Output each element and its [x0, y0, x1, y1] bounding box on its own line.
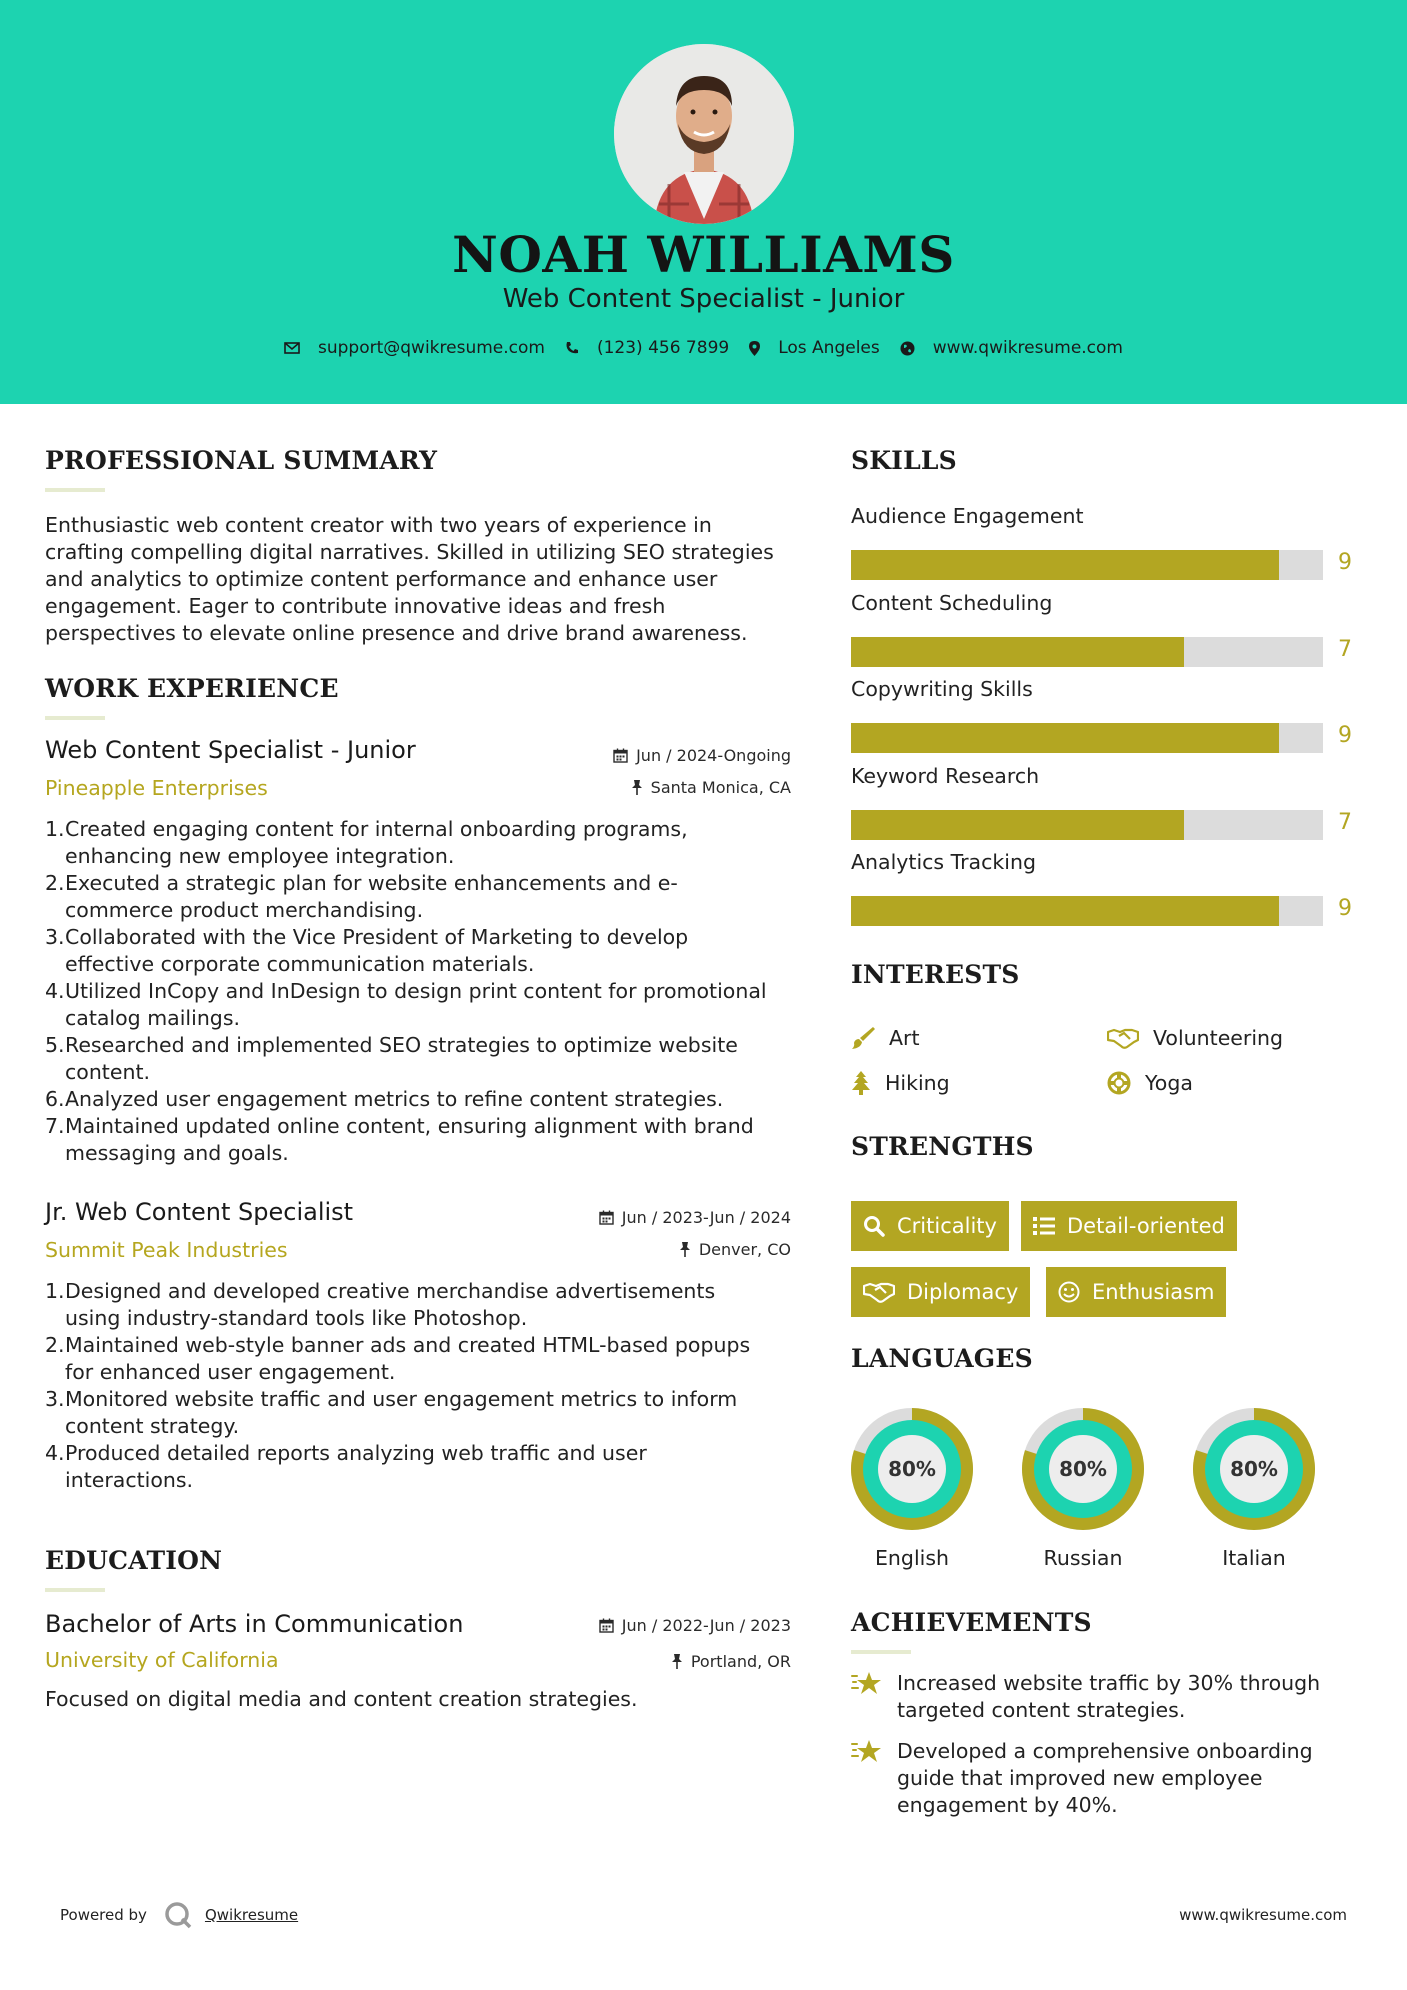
bullet-line: Utilized InCopy and InDesign to design print content for promotional: [65, 979, 767, 1003]
bullet-number: 3.: [45, 1387, 65, 1411]
globe-icon: [900, 341, 915, 356]
bullet-line: Maintained updated online content, ensuring alignment with brand: [65, 1114, 754, 1138]
strength-badge: [1046, 1267, 1226, 1317]
bullet-line: Produced detailed reports analyzing web traffic and user: [65, 1441, 647, 1465]
strength-badge: [1021, 1201, 1237, 1251]
progress-ring-icon: [851, 1408, 973, 1530]
job-dates-text: Jun / 2023-Jun / 2024: [621, 1208, 791, 1227]
strength-label: Criticality: [897, 1214, 997, 1238]
achievement-text: [897, 1670, 1320, 1724]
education-rule: [45, 1588, 105, 1592]
skill-value: 7: [1338, 809, 1352, 835]
calendar-icon: [599, 1618, 614, 1633]
bullet-line: Collaborated with the Vice President of Marketing to develop: [65, 925, 689, 949]
pushpin-icon: [671, 1654, 683, 1669]
achievement-line: targeted content strategies.: [897, 1698, 1186, 1722]
bullet-line: catalog mailings.: [65, 1006, 241, 1030]
bullet-line: Maintained web-style banner ads and created HTML-based popups: [65, 1333, 751, 1357]
pushpin-icon: [679, 1242, 691, 1257]
skill-bar-fill: [851, 896, 1279, 926]
skills-heading: SKILLS: [851, 446, 957, 475]
summary-line: Enthusiastic web content creator with two years of experience in: [45, 513, 712, 537]
bullet-line: Created engaging content for internal onboarding programs,: [65, 817, 688, 841]
map-pin-icon: [749, 341, 760, 356]
interest-label: Hiking: [885, 1071, 950, 1095]
strength-badge: [851, 1267, 1030, 1317]
languages-heading: LANGUAGES: [851, 1344, 1033, 1373]
contact-bar: [0, 338, 1407, 358]
skill-bar-track: [851, 723, 1323, 753]
skill-value: 9: [1338, 896, 1352, 921]
job-dates: [491, 746, 791, 765]
bullet-number: 5.: [45, 1033, 65, 1057]
interest-label: Art: [889, 1026, 920, 1050]
skill-bar-fill: [851, 810, 1184, 840]
education-location-text: Portland, OR: [690, 1652, 791, 1671]
bullet-number: 1.: [45, 817, 65, 841]
language-ring: [1022, 1408, 1144, 1534]
list-item: [45, 1086, 791, 1113]
skill-bar-fill: [851, 550, 1279, 580]
job-location-text: Santa Monica, CA: [650, 778, 791, 797]
achievement-line: engagement by 40%.: [897, 1793, 1118, 1817]
bullet-line: interactions.: [65, 1468, 194, 1492]
language-percent: 80%: [1059, 1457, 1107, 1481]
job-bullets: [45, 816, 791, 1167]
contact-location: [749, 338, 880, 358]
skill-value: 7: [1338, 636, 1352, 662]
bullet-line: enhancing new employee integration.: [65, 844, 455, 868]
footer-powered-by: [60, 1900, 298, 1930]
interests-heading: INTERESTS: [851, 960, 1020, 989]
achievements-rule: [851, 1650, 911, 1654]
list-item: [45, 978, 791, 1032]
phone-text: (123) 456 7899: [596, 338, 730, 358]
skill-label: Content Scheduling: [851, 590, 1053, 615]
handshake-icon: [1107, 1027, 1139, 1049]
contact-email[interactable]: [284, 338, 545, 358]
education-heading: EDUCATION: [45, 1546, 223, 1575]
experience-heading: WORK EXPERIENCE: [45, 674, 339, 703]
bullet-line: effective corporate communication materials.: [65, 952, 535, 976]
bullet-number: 7.: [45, 1114, 65, 1138]
smile-icon: [1058, 1281, 1080, 1303]
bullet-line: Executed a strategic plan for website enhancements and e-: [65, 871, 678, 895]
skill-bar-fill: [851, 637, 1184, 667]
skill-label: Copywriting Skills: [851, 677, 1033, 701]
progress-ring-icon: [1193, 1408, 1315, 1530]
bullet-number: 4.: [45, 1441, 65, 1465]
education-dates-text: Jun / 2022-Jun / 2023: [621, 1616, 791, 1635]
list-item: [45, 1278, 791, 1332]
bullet-line: Designed and developed creative merchandise advertisements: [65, 1279, 716, 1303]
school-name: University of California: [45, 1648, 279, 1672]
achievement-line: guide that improved new employee: [897, 1766, 1263, 1790]
website-text: www.qwikresume.com: [932, 338, 1123, 358]
summary-text: [45, 512, 791, 647]
contact-phone[interactable]: [565, 338, 729, 358]
skill-bar-track: [851, 896, 1323, 926]
job-title: Web Content Specialist - Junior: [45, 736, 416, 764]
job-dates-text: Jun / 2024-Ongoing: [636, 746, 791, 765]
bullet-number: 3.: [45, 925, 65, 949]
language-percent: 80%: [1230, 1457, 1278, 1481]
bullet-line: for enhanced user engagement.: [65, 1360, 396, 1384]
bullet-line: Monitored website traffic and user engagement metrics to inform: [65, 1387, 738, 1411]
job-location: [491, 778, 791, 797]
bullet-line: using industry-standard tools like Photoshop.: [65, 1306, 528, 1330]
interest-item: [851, 1071, 950, 1095]
bullet-line: messaging and goals.: [65, 1141, 289, 1165]
list-item: [45, 924, 791, 978]
list-icon: [1033, 1216, 1055, 1236]
skill-bar-track: [851, 637, 1323, 667]
bullet-line: Analyzed user engagement metrics to refine content strategies.: [65, 1087, 724, 1111]
calendar-icon: [613, 748, 628, 763]
star-badge-icon: [851, 1670, 883, 1698]
summary-line: and analytics to optimize content performance and enhance user: [45, 567, 718, 591]
footer-website[interactable]: www.qwikresume.com: [1179, 1906, 1347, 1924]
strength-badge: [851, 1201, 1009, 1251]
skill-bar-track: [851, 810, 1323, 840]
language-ring: [1193, 1408, 1315, 1534]
education-location: [491, 1652, 791, 1671]
job-company: Pineapple Enterprises: [45, 776, 268, 800]
job-bullets: [45, 1278, 791, 1494]
profile-photo: [614, 44, 794, 224]
skill-value: 9: [1338, 723, 1352, 748]
language-name: Italian: [1222, 1546, 1286, 1570]
lifering-icon: [1107, 1071, 1131, 1095]
handshake-icon: [863, 1281, 895, 1303]
interest-label: Volunteering: [1153, 1026, 1284, 1050]
bullet-number: 6.: [45, 1087, 65, 1111]
candidate-name: NOAH WILLIAMS: [452, 225, 955, 284]
candidate-title: Web Content Specialist - Junior: [502, 284, 905, 314]
skill-bar-fill: [851, 723, 1279, 753]
list-item: [45, 816, 791, 870]
summary-heading: PROFESSIONAL SUMMARY: [45, 446, 438, 475]
strengths-heading: STRENGTHS: [851, 1132, 1034, 1161]
person-avatar-icon: [614, 44, 794, 224]
summary-line: crafting compelling digital narratives. Skilled in utilizing SEO strategies: [45, 540, 774, 564]
job-company: Summit Peak Industries: [45, 1238, 288, 1262]
brand-link[interactable]: Qwikresume: [204, 1906, 299, 1924]
header-banner: [0, 0, 1407, 404]
pushpin-icon: [631, 780, 643, 795]
interest-item: [1107, 1026, 1283, 1050]
language-ring: [851, 1408, 973, 1534]
envelope-icon: [284, 342, 300, 354]
skill-bar-track: [851, 550, 1323, 580]
education-description: Focused on digital media and content creation strategies.: [45, 1687, 638, 1711]
location-text: Los Angeles: [778, 338, 880, 358]
experience-rule: [45, 716, 105, 720]
star-badge-icon: [851, 1738, 883, 1766]
achievement-line: Increased website traffic by 30% through: [897, 1671, 1321, 1695]
phone-icon: [565, 341, 579, 355]
job-location-text: Denver, CO: [698, 1240, 791, 1259]
skill-value: 9: [1338, 550, 1352, 575]
contact-website[interactable]: [900, 338, 1123, 358]
job-location: [491, 1240, 791, 1259]
list-item: [45, 1113, 791, 1167]
email-text: support@qwikresume.com: [318, 338, 545, 358]
list-item: [45, 1332, 791, 1386]
bullet-line: commerce product merchandising.: [65, 898, 424, 922]
language-name: English: [874, 1546, 950, 1570]
tree-icon: [851, 1071, 871, 1095]
progress-ring-icon: [1022, 1408, 1144, 1530]
bullet-number: 1.: [45, 1279, 65, 1303]
summary-line: engagement. Eager to contribute innovative ideas and fresh: [45, 594, 666, 618]
strength-label: Enthusiasm: [1092, 1280, 1215, 1304]
strength-label: Diplomacy: [907, 1280, 1019, 1304]
degree-title: Bachelor of Arts in Communication: [45, 1610, 464, 1638]
bullet-line: content.: [65, 1060, 151, 1084]
interest-item: [1107, 1071, 1193, 1095]
search-icon: [863, 1215, 885, 1237]
interest-item: [851, 1026, 920, 1050]
bullet-number: 4.: [45, 979, 65, 1003]
language-percent: 80%: [888, 1457, 936, 1481]
achievements-heading: ACHIEVEMENTS: [851, 1608, 1092, 1637]
calendar-icon: [599, 1210, 614, 1225]
list-item: [45, 1386, 791, 1440]
bullet-number: 2.: [45, 871, 65, 895]
job-dates: [491, 1208, 791, 1227]
bullet-line: content strategy.: [65, 1414, 240, 1438]
bullet-number: 2.: [45, 1333, 65, 1357]
summary-rule: [45, 488, 105, 492]
achievement-text: [897, 1738, 1313, 1819]
list-item: [45, 1440, 791, 1494]
language-name: Russian: [1043, 1546, 1123, 1570]
powered-by-text: Powered by: [60, 1906, 147, 1924]
achievement-item: [851, 1738, 1361, 1819]
list-item: [45, 870, 791, 924]
achievement-item: [851, 1670, 1361, 1724]
education-dates: [491, 1616, 791, 1635]
job-title: Jr. Web Content Specialist: [45, 1198, 354, 1226]
list-item: [45, 1032, 791, 1086]
skill-label: Analytics Tracking: [851, 850, 1036, 874]
bullet-line: Researched and implemented SEO strategies to optimize website: [65, 1033, 738, 1057]
qwikresume-logo-icon: [163, 1900, 193, 1930]
summary-line: perspectives to elevate online presence and drive brand awareness.: [45, 621, 748, 645]
interest-label: Yoga: [1145, 1071, 1193, 1095]
strength-label: Detail-oriented: [1067, 1214, 1225, 1238]
paintbrush-icon: [851, 1026, 875, 1050]
skill-label: Keyword Research: [851, 763, 1040, 788]
skill-label: Audience Engagement: [851, 504, 1084, 528]
achievement-line: Developed a comprehensive onboarding: [897, 1739, 1313, 1763]
